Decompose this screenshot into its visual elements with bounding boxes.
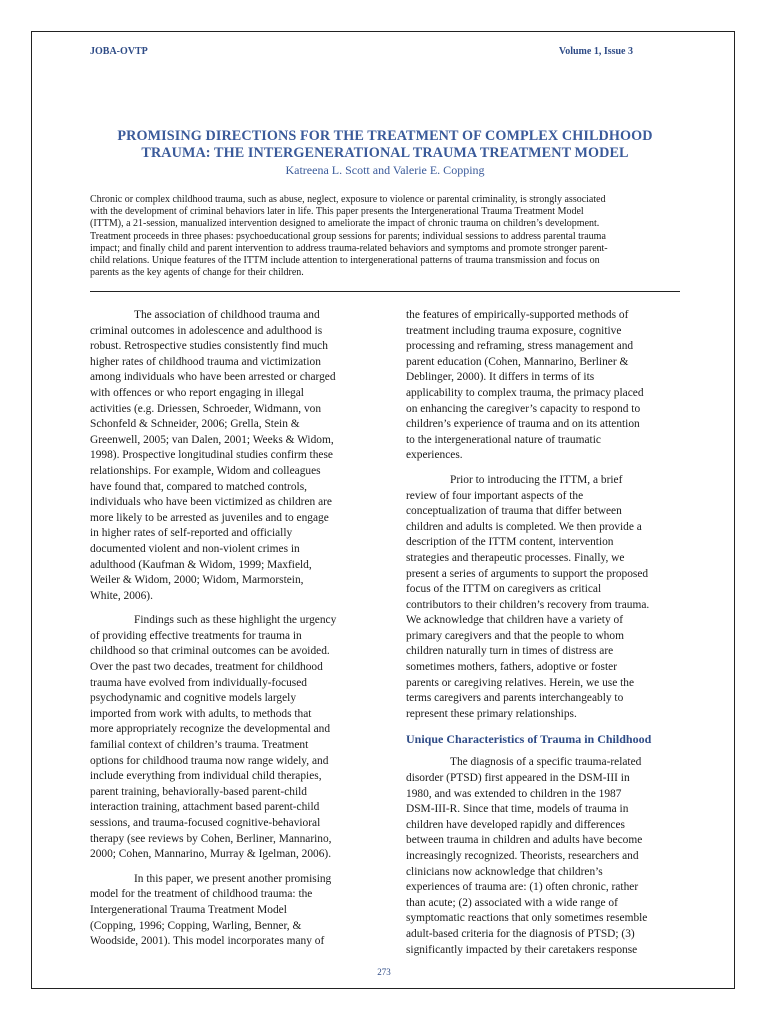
paragraph <box>406 473 684 723</box>
text-line: The association of childhood trauma and <box>134 309 320 321</box>
text-line: parent training, behaviorally-based parent-child <box>90 785 307 798</box>
text-line: Intergenerational Trauma Treatment Model <box>90 903 287 916</box>
text-line: robust. Retrospective studies consistently find much <box>90 340 328 353</box>
abstract-divider <box>90 291 680 292</box>
paragraph <box>406 308 684 464</box>
text-line: Prior to introducing the ITTM, a brief <box>450 473 623 486</box>
text-line: have found that, compared to matched controls, <box>90 480 307 493</box>
paragraph <box>90 872 368 950</box>
text-line: The diagnosis of a specific trauma-related <box>450 756 642 769</box>
text-line: focus of the ITTM on caregivers as critical <box>406 583 602 596</box>
text-line: We acknowledge that children have a variety of <box>406 614 623 627</box>
text-line: interaction training, attachment based parent-child <box>90 801 320 814</box>
text-line: experiences. <box>406 449 463 462</box>
text-line: with offences or who report engaging in illegal <box>90 386 304 399</box>
text-line: to the intergenerational nature of traumatic <box>406 433 601 446</box>
text-line: treatment including trauma exposure, cognitive <box>406 324 622 337</box>
text-line: higher rates of childhood trauma and victimization <box>90 355 321 368</box>
text-line: Weiler & Widom, 2000; Widom, Marmorstein, <box>90 574 304 587</box>
text-line: criminal outcomes in adolescence and adulthood is <box>90 324 323 337</box>
text-line: primary caregivers and that the people to whom <box>406 629 624 642</box>
text-line: review of four important aspects of the <box>406 489 584 502</box>
text-line: individuals who have been victimized as children are <box>90 496 332 509</box>
text-line: imported from work with adults, to methods that <box>90 707 312 720</box>
abstract-line: with the development of criminal behaviors later in life. This paper presents the Intergenerational Trauma Treatment Model <box>90 206 584 218</box>
paragraph <box>90 613 368 863</box>
article-title-line: PROMISING DIRECTIONS FOR THE TREATMENT OF COMPLEX CHILDHOOD <box>117 128 653 144</box>
text-line: processing and reframing, stress management and <box>406 340 634 353</box>
text-line: between trauma in children and adults have become <box>406 834 643 847</box>
article-title-line: TRAUMA: THE INTERGENERATIONAL TRAUMA TREATMENT MODEL <box>141 145 629 161</box>
text-line: model for the treatment of childhood trauma: the <box>90 888 313 901</box>
text-line: In this paper, we present another promising <box>134 872 332 885</box>
text-line: Deblinger, 2000). It differs in terms of its <box>406 371 595 384</box>
text-line: trauma have evolved from individually-focused <box>90 676 307 689</box>
article-authors: Katreena L. Scott and Valerie E. Copping <box>285 163 485 177</box>
left-column <box>90 308 368 959</box>
text-line: options for childhood trauma now range widely, and <box>90 754 329 767</box>
text-line: 1998). Prospective longitudinal studies confirm these <box>90 449 333 462</box>
text-line: activities (e.g. Driessen, Schroeder, Widmann, von <box>90 402 322 415</box>
abstract-line: (ITTM), a 21-session, manualized intervention designed to ameliorate the impact of chronic trauma on children’s development. <box>90 218 600 230</box>
text-line: represent these primary relationships. <box>406 707 577 720</box>
text-line: children’s experience of trauma and on its attention <box>406 418 640 431</box>
text-line: children have developed rapidly and differences <box>406 818 625 831</box>
text-line: significantly impacted by their caretakers response <box>406 943 638 956</box>
right-column <box>406 308 684 967</box>
volume-issue: Volume 1, Issue 3 <box>558 46 633 57</box>
text-line: adult-based criteria for the diagnosis of PTSD; (3) <box>406 927 635 940</box>
text-line: experiences of trauma are: (1) often chronic, rather <box>406 881 639 894</box>
text-line: terms caregivers and parents interchangeably to <box>406 692 624 705</box>
text-line: contributors to their children’s recovery from trauma. <box>406 598 650 611</box>
text-line: relationships. For example, Widom and colleagues <box>90 464 321 477</box>
text-line: conceptualization of trauma that differ between <box>406 505 622 518</box>
text-line: (Copping, 1996; Copping, Warling, Benner, & <box>90 919 302 932</box>
journal-name: JOBA-OVTP <box>90 46 148 57</box>
text-line: symptomatic reactions that only sometimes resemble <box>406 912 648 925</box>
text-line: among individuals who have been arrested or charged <box>90 371 336 384</box>
text-line: on enhancing the caregiver’s capacity to respond to <box>406 402 641 415</box>
abstract-line: Treatment proceeds in three phases: psychoeducational group sessions for parents; individual sessions to address parental trauma <box>90 230 606 242</box>
abstract-line: Chronic or complex childhood trauma, such as abuse, neglect, exposure to violence or parental criminality, is strongly associated <box>90 194 606 205</box>
text-line: Findings such as these highlight the urgency <box>134 614 337 627</box>
text-line: parents or caregiving relatives. Herein, we use the <box>406 676 635 689</box>
text-line: Greenwell, 2005; van Dalen, 2001; Weeks & Widom, <box>90 433 334 446</box>
text-line: Woodside, 2001). This model incorporates many of <box>90 935 325 948</box>
text-line: White, 2006). <box>90 589 153 602</box>
text-line: children naturally turn in times of distress are <box>406 645 614 658</box>
text-line: DSM-III-R. Since that time, models of trauma in <box>406 803 629 816</box>
text-line: include everything from individual child therapies, <box>90 770 322 783</box>
abstract <box>90 194 680 279</box>
abstract-line: child relations. Unique features of the ITTM include attention to intergenerational patterns of trauma transmission and focus on <box>90 255 600 267</box>
text-line: of providing effective treatments for trauma in <box>90 629 302 642</box>
text-line: 2000; Cohen, Mannarino, Murray & Igelman, 2006). <box>90 848 332 861</box>
text-line: parent education (Cohen, Mannarino, Berliner & <box>406 355 629 368</box>
text-line: increasingly recognized. Theorists, researchers and <box>406 850 639 862</box>
page-number: 273 <box>377 967 391 977</box>
section-heading: Unique Characteristics of Trauma in Childhood <box>406 732 652 747</box>
text-line: sometimes mothers, fathers, adoptive or foster <box>406 661 617 674</box>
text-line: Over the past two decades, treatment for childhood <box>90 661 323 674</box>
text-line: Schonfeld & Schneider, 2006; Grella, Stein & <box>90 418 300 431</box>
text-line: in higher rates of self-reported and officially <box>90 527 293 540</box>
abstract-line: impact; and finally child and parent intervention to address trauma-related behaviors and symptoms and promote stronger parent- <box>90 242 608 254</box>
text-line: familial context of children’s trauma. Treatment <box>90 739 309 752</box>
text-line: more likely to be arrested as juveniles and to engage <box>90 511 329 524</box>
text-line: the features of empirically-supported methods of <box>406 309 629 321</box>
text-line: clinicians now acknowledge that children’s <box>406 865 603 878</box>
text-line: therapy (see reviews by Cohen, Berliner, Mannarino, <box>90 832 332 845</box>
text-line: children and adults is completed. We then provide a <box>406 520 642 533</box>
article-title-block <box>90 128 680 178</box>
text-line: disorder (PTSD) first appeared in the DSM-III in <box>406 772 630 785</box>
text-line: description of the ITTM content, intervention <box>406 536 614 549</box>
text-line: strategies and therapeutic processes. Finally, we <box>406 551 625 564</box>
text-line: 1980, and was extended to children in the 1987 <box>406 787 622 800</box>
text-line: documented violent and non-violent crimes in <box>90 542 300 555</box>
text-line: childhood so that criminal outcomes can be avoided. <box>90 645 330 658</box>
text-line: psychodynamic and cognitive models largely <box>90 692 297 705</box>
text-line: adulthood (Kaufman & Widom, 1999; Maxfield, <box>90 558 312 571</box>
text-line: sessions, and trauma-focused cognitive-behavioral <box>90 817 321 829</box>
text-line: more appropriately recognize the developmental and <box>90 723 331 736</box>
paragraph <box>90 308 368 604</box>
text-line: present a series of arguments to support the proposed <box>406 567 649 580</box>
text-line: applicability to complex trauma, the primacy placed <box>406 386 644 399</box>
abstract-line: parents as the key agents of change for their children. <box>90 267 304 279</box>
text-line: than acute; (2) associated with a wide range of <box>406 896 618 909</box>
paragraph <box>406 755 684 958</box>
